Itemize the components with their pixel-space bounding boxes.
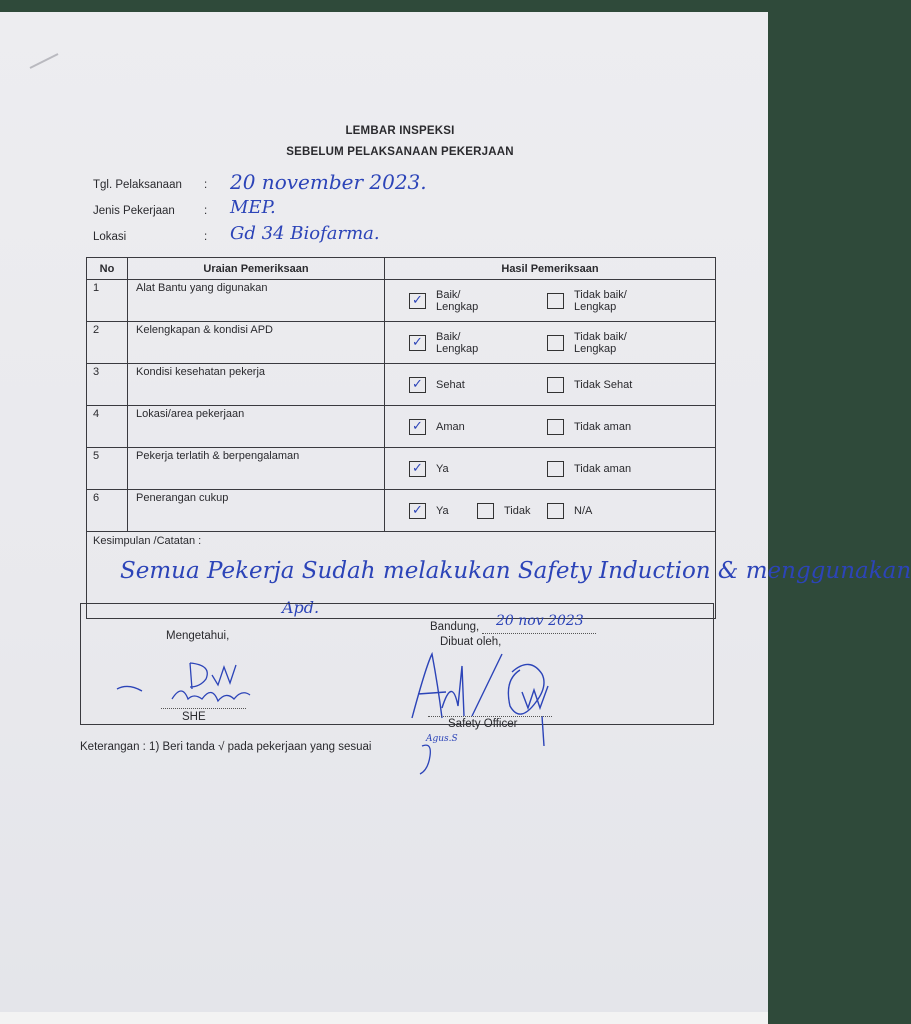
option-label: Tidak Sehat <box>574 378 633 391</box>
row-result <box>385 448 716 490</box>
option-good <box>409 280 478 321</box>
checkbox-checked[interactable]: ✓ <box>409 377 426 393</box>
table-row <box>87 406 716 448</box>
option-bad <box>547 406 631 447</box>
right-signature <box>402 646 572 776</box>
row-result <box>385 406 716 448</box>
right-signer-name: Agus.S <box>426 734 458 744</box>
made-by-label: Dibuat oleh, <box>440 636 502 648</box>
table-surface <box>0 1012 768 1024</box>
option-label: Baik/ Lengkap <box>436 288 479 313</box>
date-value: 20 november 2023. <box>230 170 427 194</box>
row-no: 4 <box>87 406 128 448</box>
option-label: Aman <box>436 420 465 433</box>
form-subtitle: SEBELUM PELAKSANAAN PEKERJAAN <box>286 146 514 158</box>
notes-handwriting-2: Apd. <box>282 598 320 617</box>
location-label: Lokasi <box>93 231 127 243</box>
row-item: Kelengkapan & kondisi APD <box>128 322 385 364</box>
table-row <box>87 364 716 406</box>
table-row <box>87 322 716 364</box>
option-no <box>477 490 531 531</box>
checkbox-checked[interactable]: ✓ <box>409 293 426 309</box>
right-sign-line <box>428 716 552 717</box>
row-item: Penerangan cukup <box>128 490 385 532</box>
checkbox[interactable] <box>547 293 564 309</box>
table-row <box>87 490 716 532</box>
date-label: Tgl. Pelaksanaan <box>93 179 182 191</box>
option-label: Tidak aman <box>574 420 632 433</box>
option-label: Ya <box>436 504 449 517</box>
date-line <box>482 633 596 634</box>
option-good <box>409 406 465 447</box>
checkbox-checked[interactable]: ✓ <box>409 335 426 351</box>
row-no: 1 <box>87 280 128 322</box>
row-result <box>385 490 716 532</box>
known-by-label: Mengetahui, <box>166 630 230 642</box>
row-item: Lokasi/area pekerjaan <box>128 406 385 448</box>
checkbox[interactable] <box>547 419 564 435</box>
option-label: Sehat <box>436 378 465 391</box>
option-bad <box>547 280 627 321</box>
option-label: Tidak baik/ Lengkap <box>574 288 627 313</box>
colon: : <box>204 179 208 191</box>
footer-note: Keterangan : 1) Beri tanda √ pada pekerjaan yang sesuai <box>80 741 372 753</box>
table-header-row <box>87 258 716 280</box>
location-value: Gd 34 Biofarma. <box>230 223 380 244</box>
option-bad <box>547 448 631 489</box>
header-item: Uraian Pemeriksaan <box>128 258 385 280</box>
option-label: Tidak baik/ Lengkap <box>574 330 627 355</box>
option-bad <box>547 322 627 363</box>
checkbox-checked[interactable]: ✓ <box>409 461 426 477</box>
row-no: 6 <box>87 490 128 532</box>
checkbox-checked[interactable]: ✓ <box>409 503 426 519</box>
right-role: Safety Officer <box>448 718 518 730</box>
checkbox-checked[interactable]: ✓ <box>409 419 426 435</box>
notes-label: Kesimpulan /Catatan : <box>93 535 202 547</box>
option-label: Tidak <box>504 504 531 517</box>
option-label: Baik/ Lengkap <box>436 330 479 355</box>
row-result <box>385 364 716 406</box>
option-bad <box>547 364 632 405</box>
colon: : <box>204 205 208 217</box>
row-result <box>385 280 716 322</box>
row-item: Kondisi kesehatan pekerja <box>128 364 385 406</box>
pen-mark <box>28 50 62 72</box>
checkbox[interactable] <box>547 503 564 519</box>
row-no: 2 <box>87 322 128 364</box>
option-label: N/A <box>574 504 593 517</box>
option-yes <box>409 490 449 531</box>
job-label: Jenis Pekerjaan <box>93 205 175 217</box>
form-title: LEMBAR INSPEKSI <box>345 125 455 137</box>
row-no: 3 <box>87 364 128 406</box>
checkbox[interactable] <box>547 377 564 393</box>
table-row <box>87 280 716 322</box>
checkbox[interactable] <box>547 461 564 477</box>
header-no: No <box>87 258 128 280</box>
option-good <box>409 322 478 363</box>
notes-handwriting: Semua Pekerja Sudah melakukan Safety Induction & menggunakan <box>120 558 911 584</box>
sign-date: 20 nov 2023 <box>496 613 584 629</box>
row-no: 5 <box>87 448 128 490</box>
colon: : <box>204 231 208 243</box>
option-good <box>409 364 465 405</box>
left-sign-line <box>161 708 246 709</box>
table-row <box>87 448 716 490</box>
city-label: Bandung, <box>430 621 480 633</box>
row-result <box>385 322 716 364</box>
left-role: SHE <box>182 711 206 723</box>
option-na <box>547 490 592 531</box>
job-value: MEP. <box>230 197 276 218</box>
checkbox[interactable] <box>547 335 564 351</box>
option-label: Tidak aman <box>574 462 632 475</box>
header-result: Hasil Pemeriksaan <box>385 258 716 280</box>
row-item: Alat Bantu yang digunakan <box>128 280 385 322</box>
checkbox[interactable] <box>477 503 494 519</box>
row-item: Pekerja terlatih & berpengalaman <box>128 448 385 490</box>
option-label: Ya <box>436 462 449 475</box>
option-good <box>409 448 449 489</box>
left-signature <box>112 655 262 715</box>
